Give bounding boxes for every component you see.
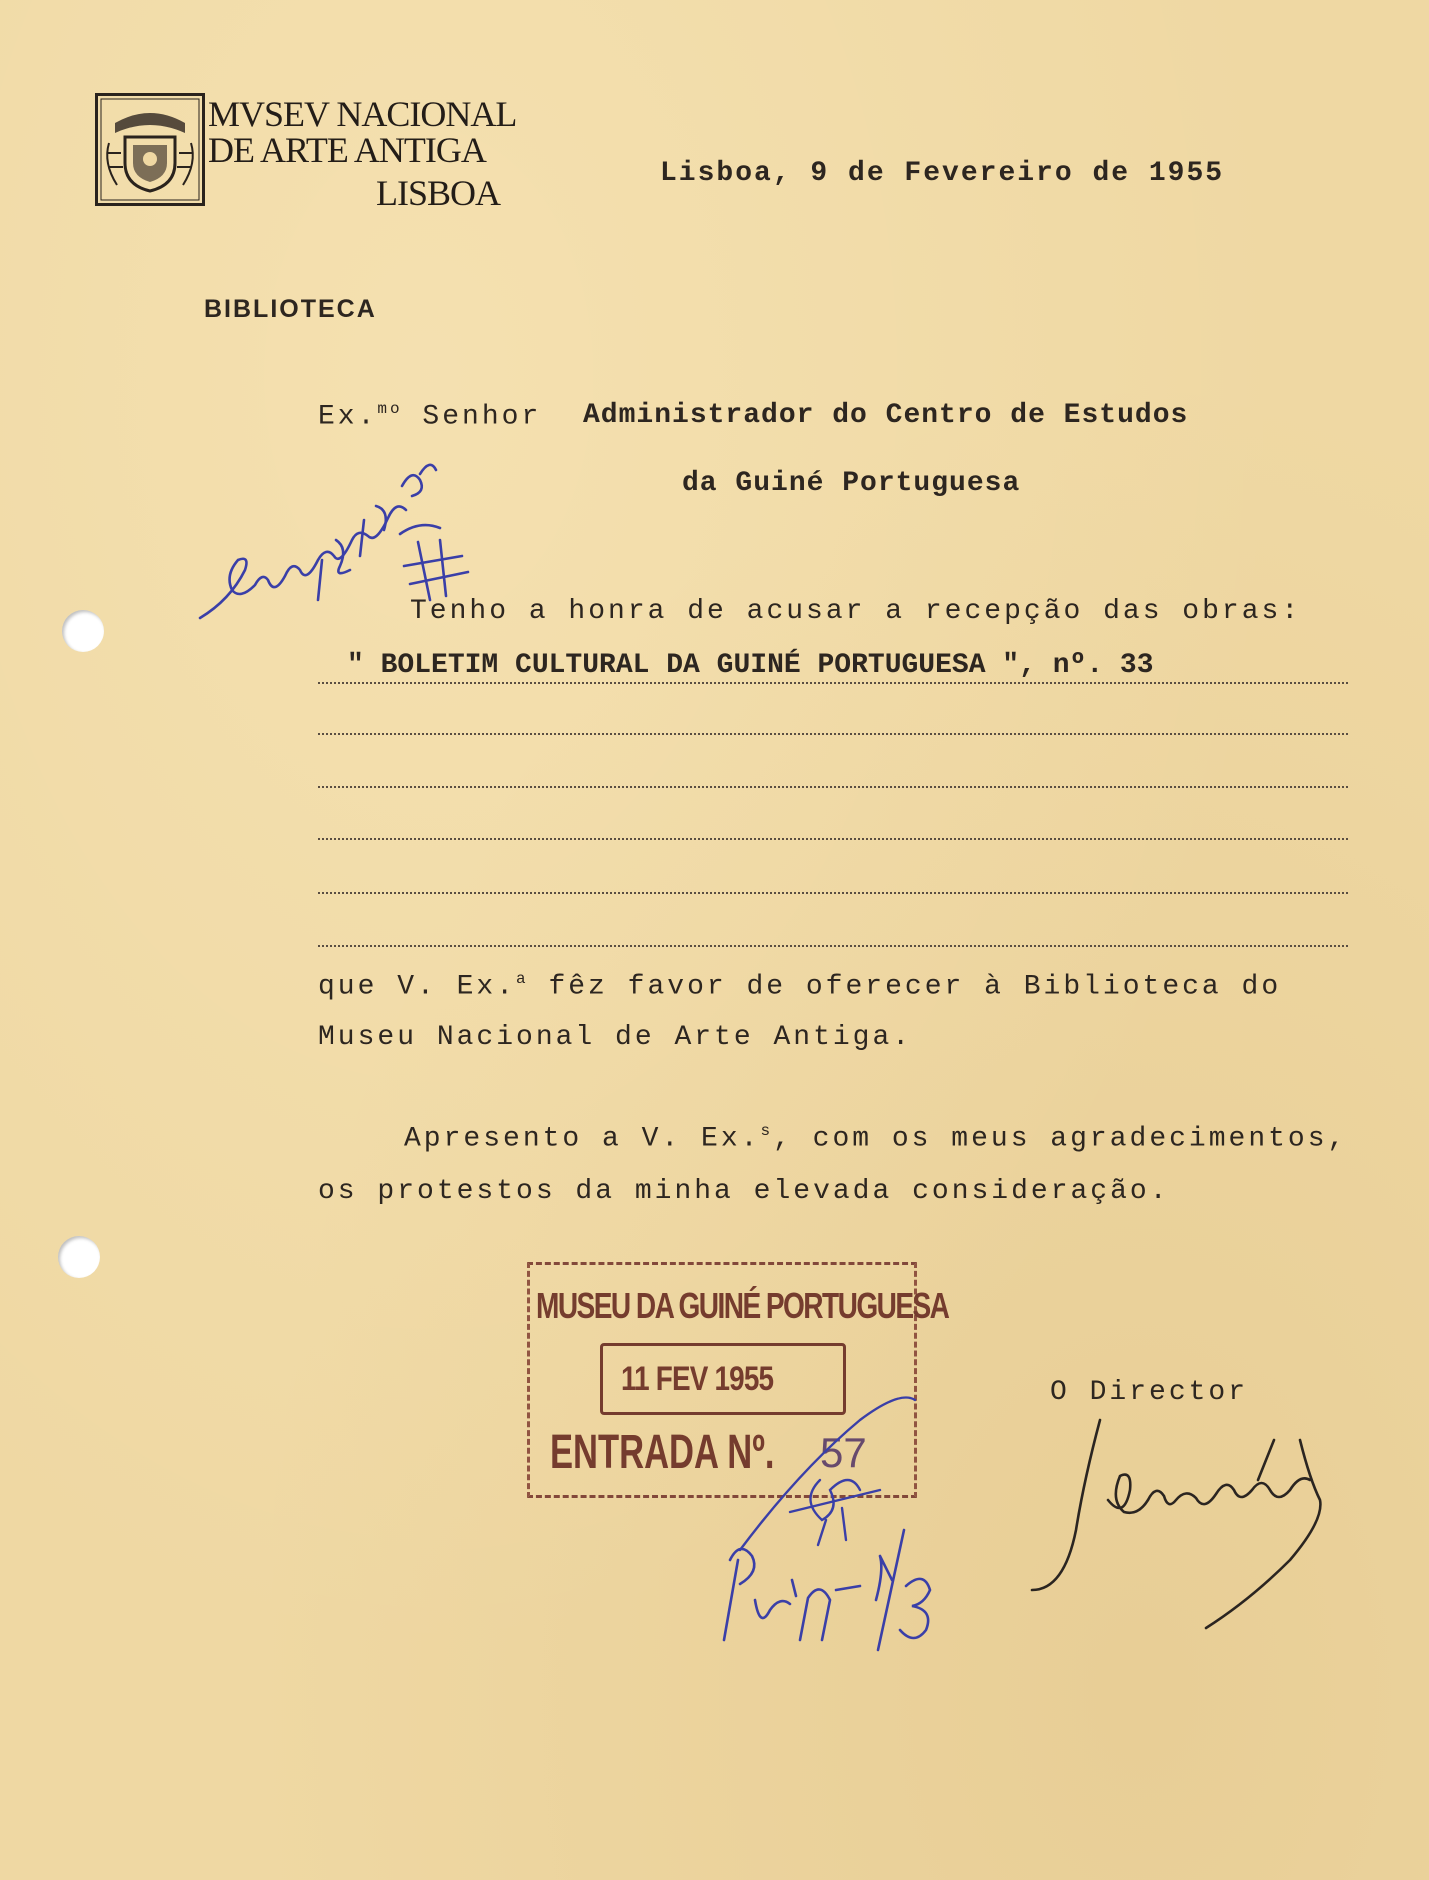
closing-text-line-2: os protestos da minha elevada consideração. — [318, 1176, 1170, 1207]
dotted-line-6 — [318, 945, 1348, 947]
closing-part-a: Apresento a V. Ex. — [404, 1123, 761, 1155]
letterhead-line-3: LISBOA — [376, 173, 501, 213]
work-entry-1: " BOLETIM CULTURAL DA GUINÉ PORTUGUESA ", nº. 33 — [347, 650, 1154, 681]
addressee-line-1: Administrador do Centro de Estudos — [583, 400, 1189, 431]
punch-hole-icon — [62, 610, 104, 652]
signature-title: O Director — [1050, 1377, 1249, 1408]
offer-part-b: fêz favor de oferecer à Biblioteca do — [528, 971, 1282, 1003]
dotted-line-2 — [318, 733, 1348, 735]
stamp-entry-label: ENTRADA Nº. — [550, 1426, 775, 1479]
dotted-line-5 — [318, 892, 1348, 894]
department-heading: BIBLIOTECA — [204, 295, 377, 323]
salutation-main: Ex. — [318, 401, 378, 433]
dotted-line-4 — [318, 838, 1348, 840]
addressee-line-2: da Guiné Portuguesa — [682, 468, 1021, 499]
receipt-stamp — [527, 1262, 949, 1498]
letterhead-line-1: MVSEV NACIONAL — [208, 94, 517, 134]
offer-superscript: a — [516, 970, 529, 988]
salutation-rest: Senhor — [402, 401, 542, 433]
dotted-line-3 — [318, 786, 1348, 788]
closing-text-line-1 — [404, 1122, 1347, 1154]
coat-of-arms-seal-icon — [95, 93, 205, 206]
closing-superscript: s — [760, 1122, 774, 1140]
stamp-date-box — [600, 1343, 846, 1415]
stamp-date: 11 FEV 1955 — [621, 1360, 774, 1398]
punch-hole-icon — [58, 1236, 100, 1278]
closing-part-b: , com os meus agradecimentos, — [773, 1123, 1348, 1155]
offer-part-a: que V. Ex. — [318, 971, 517, 1003]
date-line: Lisboa, 9 de Fevereiro de 1955 — [660, 158, 1225, 189]
stamp-institution: MUSEU DA GUINÉ PORTUGUESA — [536, 1285, 949, 1326]
offer-text-line-1 — [318, 970, 1281, 1002]
acknowledgement-text: Tenho a honra de acusar a recepção das obras: — [410, 596, 1302, 627]
addressee-salutation — [318, 400, 541, 432]
offer-text-line-2: Museu Nacional de Arte Antiga. — [318, 1022, 913, 1053]
stamp-entry-number: 57 — [820, 1429, 867, 1476]
salutation-superscript: mo — [377, 400, 403, 418]
dotted-line-1 — [318, 682, 1348, 684]
letterhead-line-2: DE ARTE ANTIGA — [208, 130, 486, 170]
